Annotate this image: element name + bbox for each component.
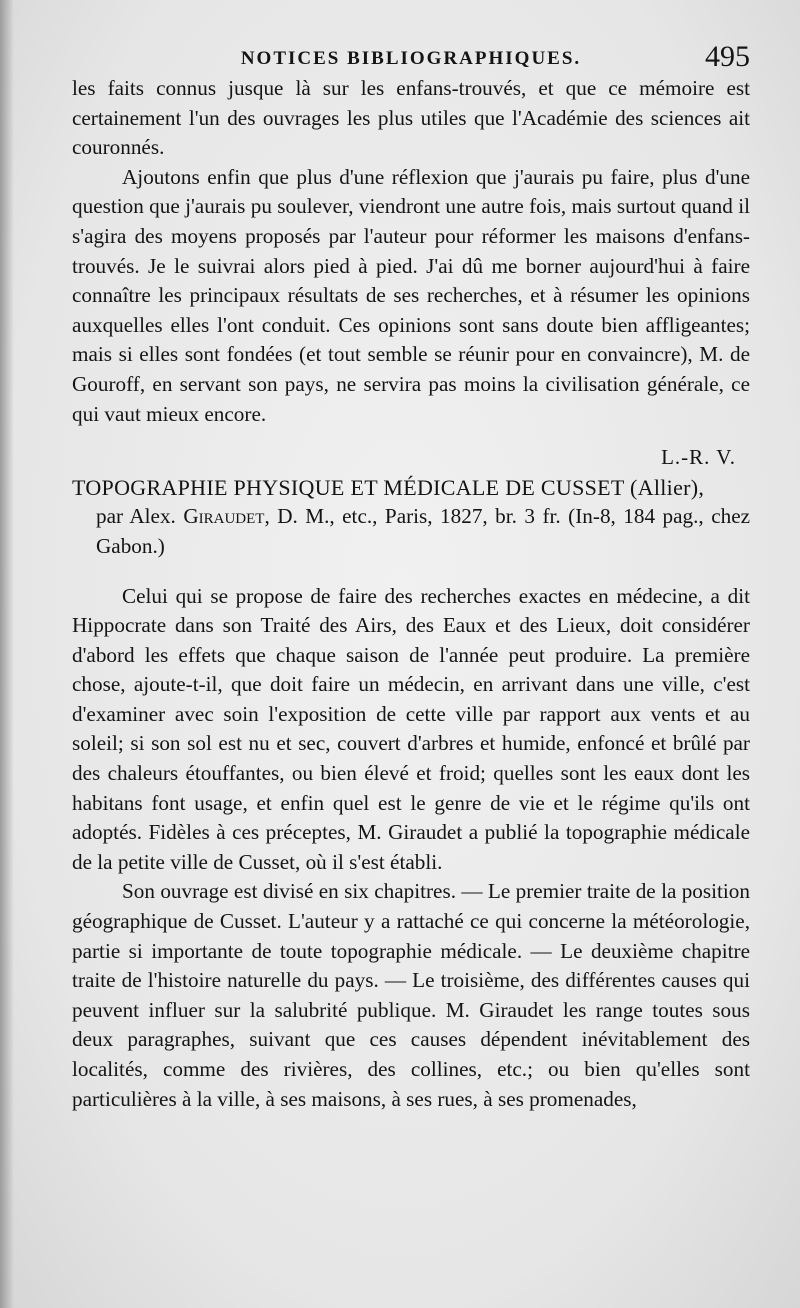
running-title: NOTICES BIBLIOGRAPHIQUES.	[240, 48, 582, 69]
article-heading	[72, 473, 750, 562]
first-article-end	[72, 74, 750, 473]
running-header	[72, 34, 750, 74]
article-title: TOPOGRAPHIE PHYSIQUE ET MÉDICALE DE CUSSET (Allier),	[72, 474, 705, 500]
paragraph: Celui qui se propose de faire des recherches exactes en médecine, a dit Hippocrate dans son Traité des Airs, des Eaux et des Lieux, doit considérer d'abord les effets que chaque saison de l'année peut produire. La première chose, ajoute-t-il, que doit faire un médecin, en arrivant dans une ville, c'est d'examiner avec soin l'exposition de cette ville par rapport aux vents et au soleil; si son sol est nu et sec, couvert d'arbres et humide, enfoncé et brûlé par des chaleurs étouffantes, ou bien élevé et froid; quelles sont les eaux dont les habitans font usage, et enfin quel est le genre de vie et le régime qu'ils ont adoptés. Fidèles à ces préceptes, M. Giraudet a publié la topographie médicale de la petite ville de Cusset, où il s'est établi.	[72, 583, 750, 874]
meta-prefix: par Alex.	[96, 504, 176, 529]
paragraph: les faits connus jusque là sur les enfans-trouvés, et que ce mémoire est certainement l'un des ouvrages les plus utiles que l'Académie des sciences ait couronnés.	[72, 76, 750, 160]
meta-suffix: , D. M., etc., Paris, 1827, br. 3 fr. (In-8, 184 pag., chez Gabon.)	[96, 504, 751, 558]
article-meta	[72, 502, 750, 561]
page-number: 495	[705, 40, 750, 73]
page-text	[72, 74, 750, 1114]
second-article	[72, 473, 750, 1114]
author-name: Giraudet	[183, 504, 265, 529]
article-body	[72, 582, 750, 1115]
paragraph: Son ouvrage est divisé en six chapitres. — Le premier traite de la position géographique de Cusset. L'auteur y a rattaché ce qui concerne la météorologie, partie si importante de toute topographie médicale. — Le deuxième chapitre traite de l'histoire naturelle du pays. — Le troisième, des différentes causes qui peuvent influer sur la salubrité publique. M. Giraudet les range toutes sous deux paragraphes, suivant que ces causes dépendent inévitablement des localités, comme des rivières, des collines, etc.; ou bien qu'elles sont particulières à la ville, à ses maisons, à ses rues, à ses promenades,	[72, 879, 750, 1111]
paragraph: Ajoutons enfin que plus d'une réflexion que j'aurais pu faire, plus d'une question que j'aurais pu soulever, viendront une autre fois, mais surtout quand il s'agira des moyens proposés par l'auteur pour réformer les maisons d'enfans-trouvés. Je le suivrai alors pied à pied. J'ai dû me borner aujourd'hui à faire connaître les principaux résultats de ses recherches, et à résumer les opinions auxquelles elles l'ont conduit. Ces opinions sont sans doute bien affligeantes; mais si elles sont fondées (et tout semble se réunir pour en convaincre), M. de Gouroff, en servant son pays, ne servira pas moins la civilisation générale, ce qui vaut mieux encore.	[72, 164, 750, 426]
signature: L.-R. V.	[661, 445, 736, 470]
